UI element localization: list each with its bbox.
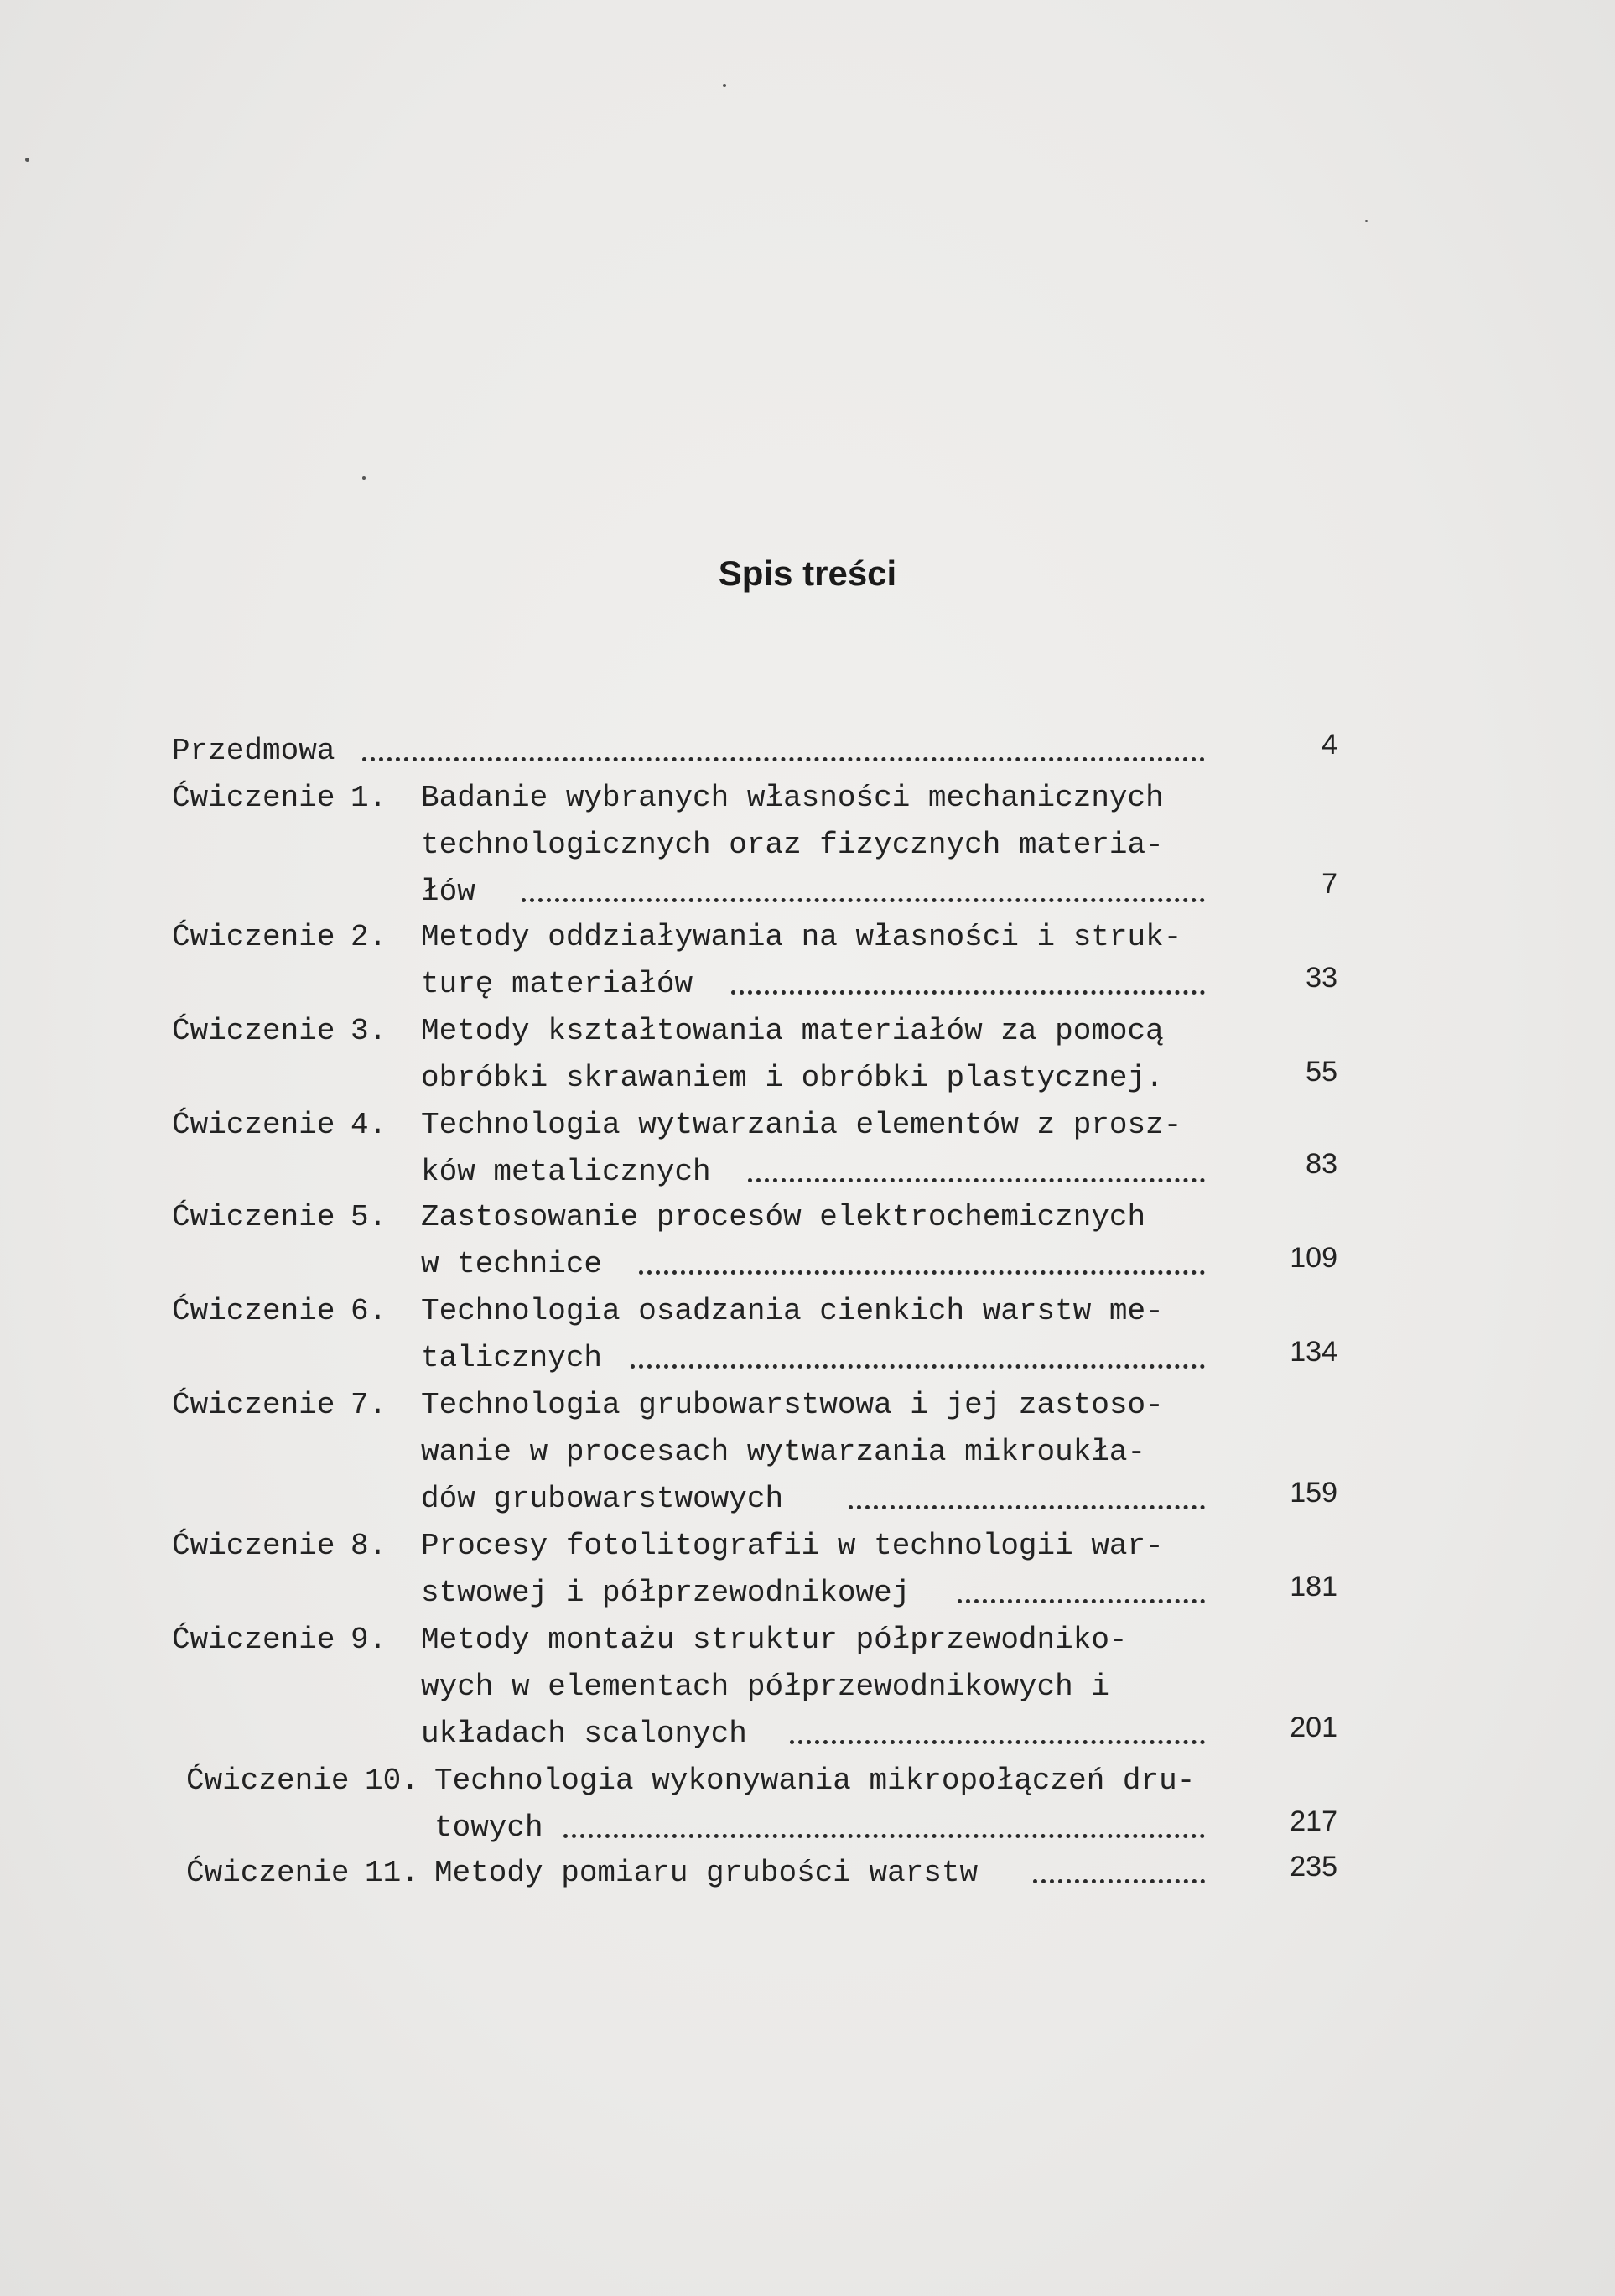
entry-page-number: 134: [1290, 1336, 1337, 1368]
dot-leader: [849, 1497, 1205, 1509]
entry-text-line: Badanie wybranych własności mechanicznych: [421, 781, 1164, 815]
entry-label: Ćwiczenie: [172, 1623, 335, 1657]
entry-text-line: Metody oddziaływania na własności i struk-: [421, 920, 1182, 954]
entry-label: Ćwiczenie: [172, 781, 335, 815]
entry-label: Ćwiczenie: [172, 1529, 335, 1563]
entry-text-line: Technologia wykonywania mikropołączeń dru-: [434, 1764, 1196, 1798]
entry-text-line: wych w elementach półprzewodnikowych i: [421, 1670, 1109, 1704]
entry-number: 2.: [351, 920, 387, 954]
dot-leader: [563, 1826, 1205, 1838]
dot-leader: [748, 1170, 1205, 1182]
dot-leader: [362, 749, 1205, 761]
entry-text-line: Metody pomiaru grubości warstw: [434, 1856, 979, 1890]
entry-page-number: 235: [1290, 1851, 1337, 1883]
entry-text-line: stwowej i półprzewodnikowej: [421, 1576, 911, 1610]
entry-label: Ćwiczenie: [172, 920, 335, 954]
entry-text-line: obróbki skrawaniem i obróbki plastycznej.: [421, 1061, 1164, 1095]
entry-page-number: 4: [1322, 729, 1337, 761]
dot-leader: [631, 1356, 1205, 1369]
dot-leader: [522, 890, 1205, 902]
entry-text-line: łów: [421, 875, 475, 909]
entry-number: 5.: [351, 1200, 387, 1234]
entry-page-number: 55: [1306, 1056, 1337, 1088]
entry-text-line: Procesy fotolitografii w technologii war-: [421, 1529, 1164, 1563]
entry-text-line: w technice: [421, 1247, 603, 1281]
entry-page-number: 33: [1306, 962, 1337, 994]
entry-number: 1.: [351, 781, 387, 815]
entry-page-number: 159: [1290, 1477, 1337, 1509]
entry-text-line: Technologia wytwarzania elementów z prosz-: [421, 1108, 1182, 1142]
entry-label: Przedmowa: [172, 734, 335, 768]
entry-number: 7.: [351, 1388, 387, 1422]
entry-number: 8.: [351, 1529, 387, 1563]
entry-label: Ćwiczenie: [172, 1200, 335, 1234]
page-title: Spis treści: [718, 553, 897, 593]
entry-page-number: 109: [1290, 1242, 1337, 1274]
dot-leader: [1033, 1871, 1205, 1883]
entry-text-line: układach scalonych: [421, 1717, 747, 1751]
entry-page-number: 217: [1290, 1805, 1337, 1837]
entry-number: 11.: [365, 1856, 419, 1890]
entry-text-line: dów grubowarstwowych: [421, 1482, 784, 1516]
entry-text-line: Zastosowanie procesów elektrochemicznych: [421, 1200, 1146, 1234]
entry-text-line: ków metalicznych: [421, 1155, 711, 1189]
entry-number: 6.: [351, 1294, 387, 1328]
dot-leader: [731, 982, 1205, 995]
entry-text-line: Metody kształtowania materiałów za pomocą: [421, 1014, 1164, 1048]
dot-leader: [958, 1591, 1205, 1603]
entry-text-line: technologicznych oraz fizycznych materia-: [421, 828, 1164, 862]
entry-label: Ćwiczenie: [186, 1856, 350, 1890]
entry-number: 9.: [351, 1623, 387, 1657]
entry-label: Ćwiczenie: [172, 1294, 335, 1328]
entry-page-number: 181: [1290, 1571, 1337, 1603]
entry-label: Ćwiczenie: [172, 1108, 335, 1142]
dot-leader: [639, 1262, 1205, 1275]
entry-label: Ćwiczenie: [172, 1388, 335, 1422]
entry-page-number: 7: [1322, 868, 1337, 900]
entry-text-line: Metody montażu struktur półprzewodniko-: [421, 1623, 1128, 1657]
entry-text-line: turę materiałów: [421, 967, 693, 1001]
entry-label: Ćwiczenie: [186, 1764, 350, 1798]
entry-page-number: 83: [1306, 1148, 1337, 1180]
entry-text-line: wanie w procesach wytwarzania mikroukła-: [421, 1435, 1146, 1469]
entry-number: 10.: [365, 1764, 419, 1798]
entry-number: 4.: [351, 1108, 387, 1142]
entry-text-line: talicznych: [421, 1341, 603, 1375]
entry-label: Ćwiczenie: [172, 1014, 335, 1048]
entry-text-line: Technologia grubowarstwowa i jej zastoso-: [421, 1388, 1164, 1422]
entry-text-line: towych: [434, 1810, 543, 1845]
entry-page-number: 201: [1290, 1712, 1337, 1743]
entry-text-line: Technologia osadzania cienkich warstw me-: [421, 1294, 1164, 1328]
entry-number: 3.: [351, 1014, 387, 1048]
dot-leader: [790, 1732, 1205, 1744]
